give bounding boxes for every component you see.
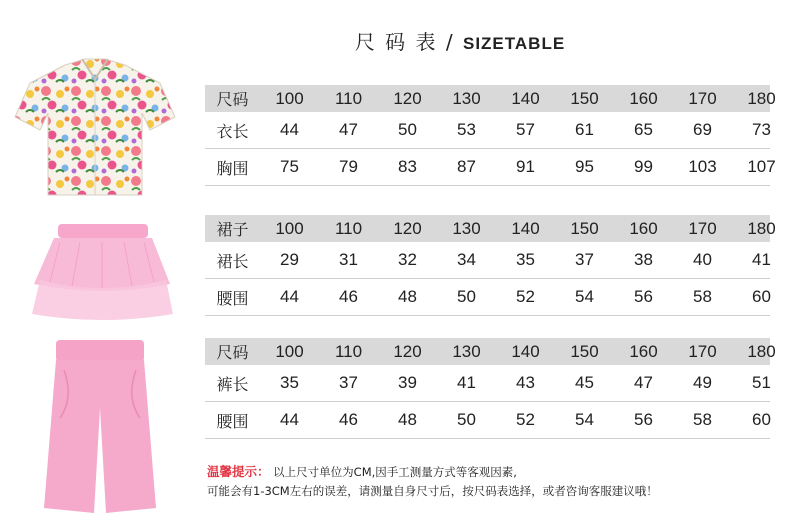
- table-cell: 47: [634, 373, 653, 392]
- table-cell: 69: [693, 120, 712, 139]
- table-cell: 38: [634, 250, 653, 269]
- table-cell: 120: [393, 218, 422, 238]
- skirt-size-table: [205, 215, 776, 316]
- row-label: 裤长: [216, 374, 249, 394]
- table-row: [205, 242, 770, 279]
- table-cell: 150: [570, 341, 599, 361]
- table-cell: 170: [688, 88, 717, 108]
- table-cell: 41: [752, 250, 771, 269]
- table-cell: 47: [339, 120, 358, 139]
- table-cell: 48: [398, 410, 417, 429]
- pink-shorts-image: [40, 338, 160, 516]
- table-cell: 35: [516, 250, 535, 269]
- pink-tutu-skirt-image: [30, 222, 175, 322]
- shorts-size-table: [205, 338, 776, 439]
- table-cell: 44: [280, 287, 299, 306]
- table-row: [205, 402, 770, 439]
- table-cell: 32: [398, 250, 417, 269]
- table-cell: 100: [275, 88, 304, 108]
- row-label: 腰围: [216, 288, 249, 308]
- table-cell: 50: [457, 410, 476, 429]
- note-highlight: 温馨提示：: [207, 464, 270, 479]
- table-row: [205, 149, 776, 186]
- table-header-row: [205, 338, 776, 365]
- table-row: [205, 112, 770, 149]
- table-cell: 46: [339, 410, 358, 429]
- table-cell: 100: [275, 341, 304, 361]
- table-cell: 46: [339, 287, 358, 306]
- table-cell: 58: [693, 287, 712, 306]
- title-en: SIZETABLE: [462, 34, 566, 53]
- table-header-row: [205, 85, 776, 112]
- table-cell: 43: [516, 373, 535, 392]
- table-cell: 48: [398, 287, 417, 306]
- table-cell: 180: [747, 88, 776, 108]
- title-cn: 尺 码 表 /: [354, 30, 455, 54]
- row-label: 尺码: [216, 90, 249, 109]
- table-cell: 37: [339, 373, 358, 392]
- table-cell: 99: [634, 157, 653, 176]
- table-cell: 100: [275, 218, 304, 238]
- table-cell: 54: [575, 287, 594, 306]
- table-cell: 120: [393, 341, 422, 361]
- note-line-2: 可能会有1-3CM左右的误差，请测量自身尺寸后，按尺码表选择，或者咨询客服建议哦！: [207, 484, 658, 498]
- table-cell: 57: [516, 120, 535, 139]
- shirt-size-table: [205, 85, 776, 186]
- table-cell: 110: [334, 218, 363, 238]
- table-cell: 130: [452, 341, 481, 361]
- table-cell: 41: [457, 373, 476, 392]
- table-cell: 87: [457, 157, 476, 176]
- table-cell: 73: [752, 120, 771, 139]
- table-cell: 150: [570, 218, 599, 238]
- table-header-row: [205, 215, 776, 242]
- table-cell: 49: [693, 373, 712, 392]
- table-cell: 160: [629, 218, 658, 238]
- table-cell: 53: [457, 120, 476, 139]
- note-text-1: 以上尺寸单位为CM,因手工测量方式等客观因素,: [273, 465, 517, 479]
- floral-shirt-image: [10, 55, 180, 200]
- table-cell: 170: [688, 341, 717, 361]
- page-title: [0, 26, 790, 55]
- table-cell: 110: [334, 341, 363, 361]
- table-cell: 56: [634, 287, 653, 306]
- table-cell: 75: [280, 157, 299, 176]
- table-cell: 44: [280, 410, 299, 429]
- table-cell: 120: [393, 88, 422, 108]
- table-cell: 34: [457, 250, 476, 269]
- table-cell: 160: [629, 88, 658, 108]
- table-cell: 150: [570, 88, 599, 108]
- row-label: 腰围: [216, 411, 249, 431]
- table-cell: 65: [634, 120, 653, 139]
- table-cell: 50: [457, 287, 476, 306]
- table-cell: 140: [511, 218, 540, 238]
- table-cell: 40: [693, 250, 712, 269]
- row-label: 胸围: [216, 158, 249, 178]
- table-cell: 35: [280, 373, 299, 392]
- table-cell: 60: [752, 287, 771, 306]
- table-cell: 29: [280, 250, 299, 269]
- table-cell: 110: [334, 88, 363, 108]
- table-cell: 54: [575, 410, 594, 429]
- table-cell: 160: [629, 341, 658, 361]
- table-row: [205, 279, 770, 316]
- table-cell: 31: [339, 250, 358, 269]
- table-cell: 45: [575, 373, 594, 392]
- table-cell: 130: [452, 88, 481, 108]
- table-cell: 79: [339, 157, 358, 176]
- row-label: 衣长: [216, 121, 249, 141]
- table-cell: 56: [634, 410, 653, 429]
- table-row: [205, 365, 770, 402]
- table-cell: 52: [516, 287, 535, 306]
- table-cell: 95: [575, 157, 594, 176]
- table-cell: 58: [693, 410, 712, 429]
- table-cell: 140: [511, 341, 540, 361]
- table-cell: 83: [398, 157, 417, 176]
- table-cell: 130: [452, 218, 481, 238]
- row-label: 尺码: [216, 343, 249, 362]
- table-cell: 44: [280, 120, 299, 139]
- table-cell: 51: [752, 373, 771, 392]
- table-cell: 61: [575, 120, 594, 139]
- note-line-1: [207, 462, 517, 480]
- row-label: 裙子: [216, 220, 249, 239]
- table-cell: 37: [575, 250, 594, 269]
- table-cell: 91: [516, 157, 535, 176]
- table-cell: 52: [516, 410, 535, 429]
- table-cell: 60: [752, 410, 771, 429]
- row-label: 裙长: [216, 251, 249, 271]
- table-cell: 170: [688, 218, 717, 238]
- table-cell: 180: [747, 341, 776, 361]
- table-cell: 103: [688, 157, 717, 176]
- table-cell: 180: [747, 218, 776, 238]
- table-cell: 107: [747, 157, 776, 176]
- table-cell: 50: [398, 120, 417, 139]
- table-cell: 140: [511, 88, 540, 108]
- table-cell: 39: [398, 373, 417, 392]
